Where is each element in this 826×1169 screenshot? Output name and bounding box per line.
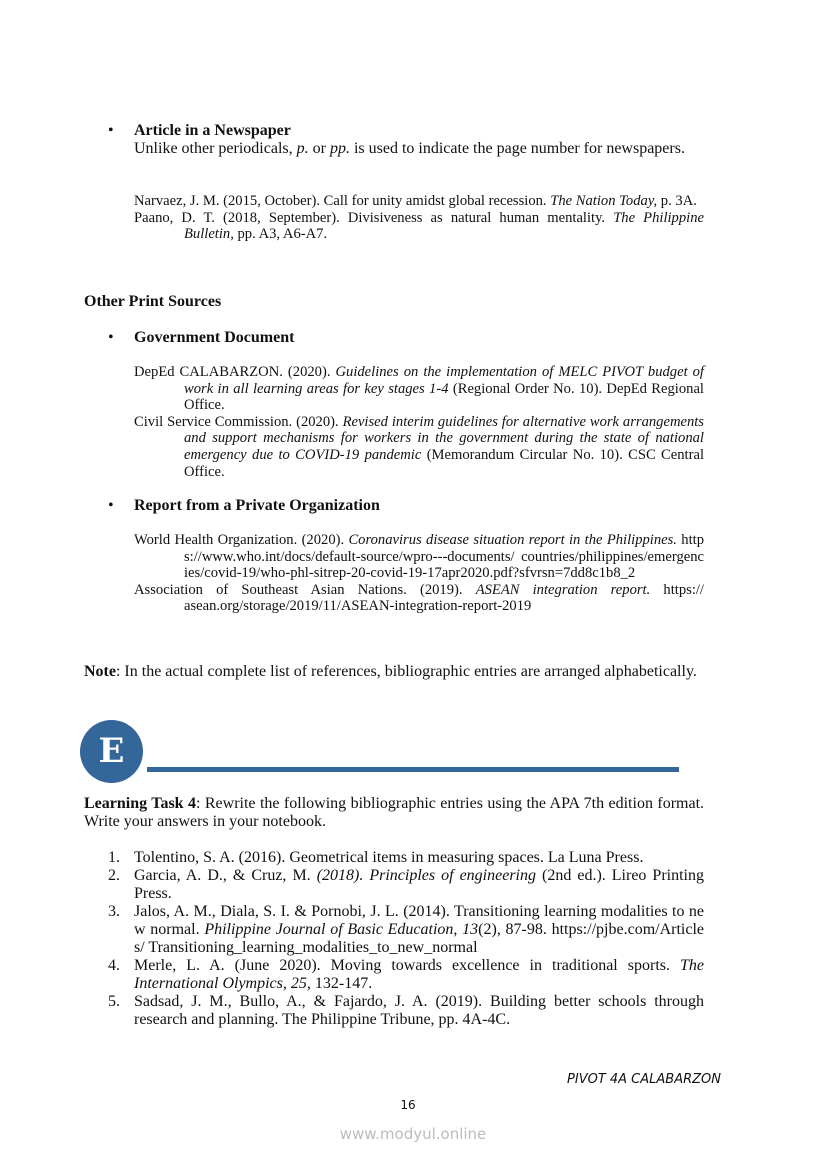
italic-text: pp. (329, 140, 350, 157)
private-heading: Report from a Private Organization (134, 497, 380, 514)
text-segment: is used to indicate the page number for newspapers. (349, 140, 685, 157)
bullet-icon: • (108, 497, 114, 514)
reference-entry (134, 364, 704, 414)
list-item (108, 849, 704, 867)
text-segment: Unlike other periodicals, (134, 140, 297, 157)
task-list (108, 849, 705, 1029)
learning-task-instructions (84, 795, 704, 831)
reference-entry (134, 414, 704, 480)
text-segment: 132-147. (310, 975, 373, 992)
footer-series: PIVOT 4A CALABARZON (567, 1072, 721, 1087)
item-number: 5. (108, 993, 120, 1010)
item-text (134, 867, 704, 902)
item-number: 2. (108, 867, 120, 884)
text-segment: Sadsad, J. M., Bullo, A., & Fajardo, J. A. (2019). Building better schools through research and planning. The Philippine Tribune, pp. 4A-4C. (134, 993, 704, 1028)
newspaper-section (108, 122, 704, 158)
text-segment: DepEd CALABARZON. (2020). (134, 364, 336, 380)
learning-task-text: : Rewrite the following bibliographic entries using the APA 7th edition format. Write your answers in your notebook. (84, 795, 705, 830)
reference-entry (134, 532, 704, 582)
text-segment: (Regional Order No. 10). DepEd Regional Office. (184, 380, 704, 414)
list-item (108, 957, 704, 993)
italic-text: p. (296, 140, 309, 157)
reference-entry (134, 210, 704, 243)
section-divider (147, 767, 679, 772)
list-item (108, 993, 704, 1029)
other-print-heading: Other Print Sources (84, 293, 222, 310)
item-text (134, 993, 704, 1028)
italic-text: Coronavirus disease situation report in the Philippines. (348, 532, 677, 548)
text-segment: Association of Southeast Asian Nations. (2019). (134, 581, 476, 598)
reference-entry (134, 193, 704, 210)
text-segment: https://www.who.int/docs/default-source/wpro---documents/ countries/philippines/emergencies/covid-19/who-phl-sitrep-20-covid-19-17apr2020.pdf?sfvrsn=7dd8c1b8_2 (184, 532, 704, 582)
government-section (108, 329, 704, 347)
reference-entry (134, 582, 704, 615)
italic-text: Philippine Journal of Basic Education, 13 (204, 921, 479, 938)
italic-text: Revised interim guidelines for alternative work arrangements and support mechanisms for workers in the government during the state of national emergency due to COVID-19 pandemic (184, 413, 704, 463)
text-segment: Narvaez, J. M. (2015, October). Call for unity amidst global recession. (134, 193, 551, 209)
text-segment: (Memorandum Circular No. 10). CSC Central Office. (184, 446, 705, 480)
note-label: Note (84, 663, 116, 680)
newspaper-description (134, 140, 704, 158)
italic-text: ASEAN integration report. (475, 581, 651, 598)
item-number: 1. (108, 849, 120, 866)
item-text (134, 849, 643, 866)
newspaper-heading: Article in a Newspaper (134, 122, 291, 139)
page-number: 16 (400, 1098, 416, 1112)
text-segment: (2), 87-98. https://pjbe.com/Articles/ Transitioning_learning_modalities_to_new_normal (134, 921, 705, 956)
list-item (108, 867, 704, 903)
private-references (134, 532, 704, 615)
bullet-icon: • (108, 329, 114, 346)
newspaper-references (134, 193, 704, 243)
list-item (108, 903, 705, 957)
text-segment: (2nd ed.). Lireo Printing Press. (134, 867, 704, 902)
private-section (108, 497, 704, 515)
text-segment: https:// asean.org/storage/2019/11/ASEAN-integration-report-2019 (184, 581, 704, 615)
text-segment: Civil Service Commission. (2020). (134, 413, 343, 430)
italic-text: The International Olympics, 25, (134, 957, 704, 992)
item-text (134, 903, 704, 956)
government-references (134, 364, 704, 480)
section-letter: E (98, 731, 125, 771)
italic-text: Guidelines on the implementation of MELC PIVOT budget of work in all learning areas for key stages 1-4 (184, 364, 704, 397)
item-text (134, 957, 704, 992)
item-number: 4. (108, 957, 120, 974)
text-segment: Merle, L. A. (June 2020). Moving towards excellence in traditional sports. (134, 957, 680, 974)
note (84, 663, 704, 681)
text-segment: p. 3A. (657, 193, 697, 209)
italic-text: The Nation Today, (550, 193, 658, 209)
text-segment: Tolentino, S. A. (2016). Geometrical items in measuring spaces. La Luna Press. (134, 849, 644, 866)
section-badge (80, 720, 143, 783)
watermark: www.modyul.online (339, 1125, 487, 1143)
italic-text: The Philippine Bulletin, (184, 209, 704, 243)
text-segment: or (308, 140, 330, 157)
text-segment: Garcia, A. D., & Cruz, M. (134, 867, 317, 884)
text-segment: pp. A3, A6-A7. (233, 226, 328, 243)
item-number: 3. (108, 903, 120, 920)
text-segment: Paano, D. T. (2018, September). Divisiveness as natural human mentality. (134, 209, 614, 226)
note-text: : In the actual complete list of references, bibliographic entries are arranged alphabetically. (115, 663, 697, 680)
learning-task-label: Learning Task 4 (84, 795, 197, 812)
government-heading: Government Document (134, 329, 295, 346)
italic-text: (2018). Principles of engineering (316, 867, 536, 884)
text-segment: Jalos, A. M., Diala, S. I. & Pornobi, J. L. (2014). Transitioning learning modalities to new normal. (134, 903, 704, 938)
bullet-icon: • (108, 122, 114, 139)
text-segment: World Health Organization. (2020). (134, 532, 349, 548)
